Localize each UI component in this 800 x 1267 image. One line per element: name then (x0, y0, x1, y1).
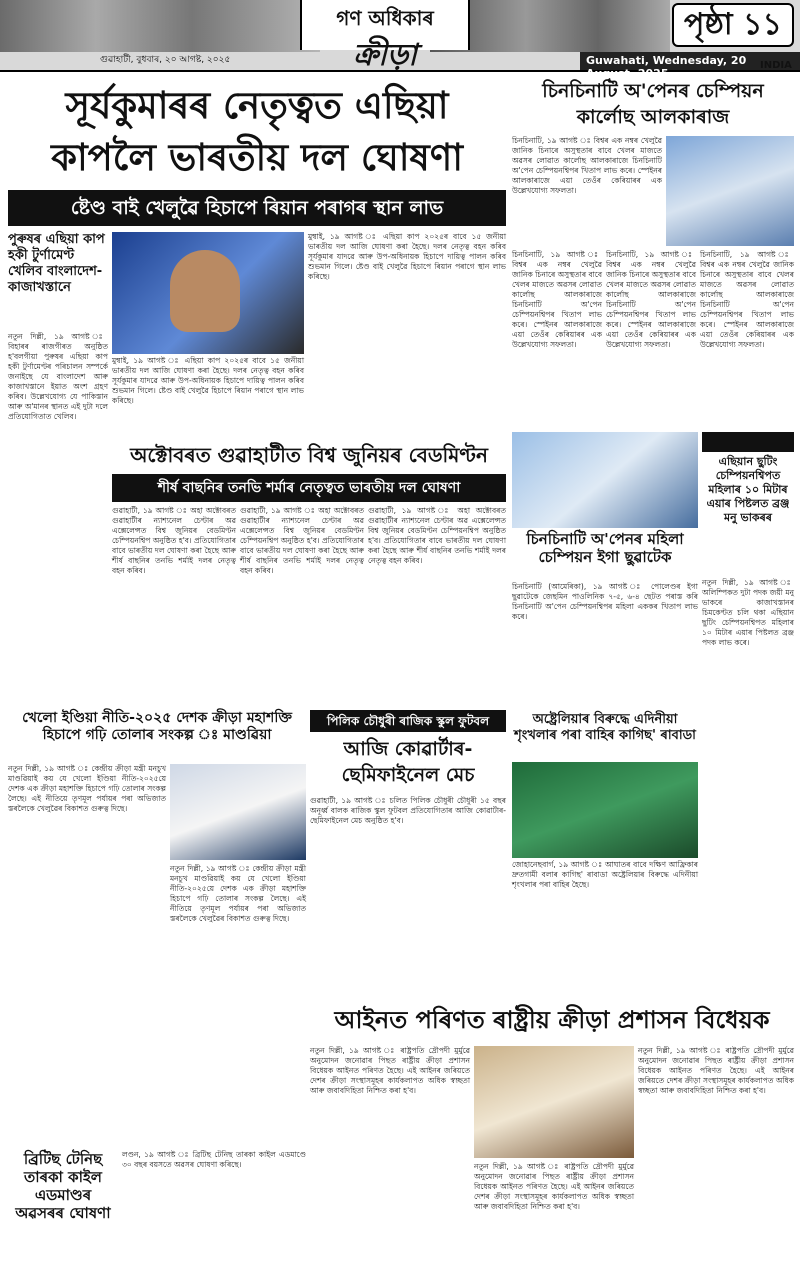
alcaraz-body: চিনচিনাটি, ১৯ আগষ্ট ঃ বিশ্বৰ এক নম্বৰ খেলুৱৈ জানিক চিনাৰে অসুস্থতাৰ বাবে খেলৰ মাজতে অৱসৰ লোৱাত কাৰ্লোছ আলকাৰাজে চিনচিনাটি অ'পেন চেম্পিয়নশ্বিপৰ খিতাপ লাভ কৰে। স্পেইনৰ আলকাৰাজে এয়া তেওঁৰ কেৰিয়াৰৰ এক উল্লেখযোগ্য সফলতা। (512, 136, 662, 195)
alcaraz-photo (666, 136, 794, 246)
alcaraz-headline: চিনচিনাটি অ'পেনৰ চেম্পিয়ন কাৰ্লোছ আলকাৰাজ (542, 80, 764, 128)
governance-headline: আইনত পৰিণত ৰাষ্ট্ৰীয় ক্ৰীড়া প্ৰশাসন বিধেয়ক (334, 1006, 770, 1034)
rabada-headline: অষ্ট্ৰেলিয়াৰ বিৰুদ্ধে এদিনীয়া শৃংখলাৰ পৰা বাহিৰ কাগিছ' ৰাবাডা (514, 712, 696, 743)
tennis-body: লণ্ডন, ১৯ আগষ্ট ঃ ব্ৰিটিছ টেনিছ তাৰকা কাইল এডমাণ্ডে ৩০ বছৰ বয়সতে অৱসৰ ঘোষণা কৰিছে। (122, 1150, 306, 1169)
masthead-photo-strip-left (0, 0, 320, 52)
policy-photo (170, 764, 306, 860)
badminton-body: গুৱাহাটী, ১৯ আগষ্ট ঃ অহা অক্টোবৰত গুৱাহাটীৰ ন্যাশ্যনেল চেণ্টাৰ অৱ এক্সেলেন্সত বিশ্ব জুনিয়ৰ বেডমিণ্টন চেম্পিয়নশ্বিপ অনুষ্ঠিত হ'ব। প্ৰতিযোগিতাৰ বাবে ভাৰতীয় দল ঘোষণা কৰা হৈছে আৰু শীৰ্ষ বাছনিৰ তনভি শৰ্মাই দলৰ নেতৃত্ব বহন কৰিব। (112, 506, 236, 575)
tennis-headline: ব্ৰিটিছ টেনিছ তাৰকা কাইল এডমাণ্ডৰ অৱসৰৰ ঘোষণা (15, 1150, 111, 1222)
rabada-body: জোহানেছবাৰ্গ, ১৯ আগষ্ট ঃ আঘাতৰ বাবে দক্ষিণ আফ্ৰিকাৰ দ্ৰুতগামী বলাৰ কাগিছ' ৰাবাডা অষ্ট্ৰেলিয়াৰ বিৰুদ্ধে এদিনীয়া শৃংখলাৰ পৰা বাহিৰ হৈছে। (512, 860, 698, 889)
football-body: গুৱাহাটী, ১৯ আগষ্ট ঃ চলিত পিলিক চৌধুৰী চৌধুৰী ১৫ বছৰ অনূৰ্ধ্ব বালক ৰাজিক স্কুল ফুটবল প্ৰতিযোগিতাৰ আজি কোৱাৰ্টাৰ-ছেমিফাইনেল মেচ অনুষ্ঠিত হ'ব। (310, 796, 506, 825)
page-number: পৃষ্ঠা ১১ (672, 3, 794, 47)
football-kicker: পিলিক চৌধুৰী ৰাজিক স্কুল ফুটবল (310, 710, 506, 732)
badminton-band: শীৰ্ষ বাছনিৰ তনভি শৰ্মাৰ নেতৃত্বত ভাৰতীয় দল ঘোষণা (112, 474, 506, 502)
governance-body-2: নতুন দিল্লী, ১৯ আগষ্ট ঃ ৰাষ্ট্ৰপতি দ্ৰৌপদী মুৰ্মুৱে অনুমোদন জনোৱাৰ পিছত ৰাষ্ট্ৰীয় ক্ৰীড়া প্ৰশাসন বিধেয়ক আইনত পৰিণত হৈছে। এই আইনৰ জৰিয়তে দেশৰ ক্ৰীড়া সংস্থাসমূহৰ কাৰ্যকলাপত অধিক স্বচ্ছতা আৰু জবাবদিহিতা নিশ্চিত কৰা হ'ব। (474, 1162, 634, 1211)
lead-body-cont: মুম্বাই, ১৯ আগষ্ট ঃ এছিয়া কাপ ২০২৫ৰ বাবে ১৫ জনীয়া ভাৰতীয় দল আজি ঘোষণা কৰা হৈছে। দলৰ নেতৃত্ব বহন কৰিব সূৰ্যকুমাৰ যাদৱে আৰু উপ-অধিনায়ক হিচাপে দায়িত্ব পালন কৰিব শুভমান গিলে। ষ্টেণ্ড বাই খেলুৱৈ হিচাপে ৰিয়ান পৰাগে স্থান লাভ কৰিছে। (308, 232, 506, 281)
rabada-photo (512, 762, 698, 858)
newspaper-brand (300, 0, 470, 73)
alcaraz-body-2: চিনচিনাটি, ১৯ আগষ্ট ঃ বিশ্বৰ এক নম্বৰ খেলুৱৈ জানিক চিনাৰে অসুস্থতাৰ বাবে খেলৰ মাজতে অৱসৰ লোৱাত কাৰ্লোছ আলকাৰাজে চিনচিনাটি অ'পেন চেম্পিয়নশ্বিপৰ খিতাপ লাভ কৰে। স্পেইনৰ আলকাৰাজে এয়া তেওঁৰ কেৰিয়াৰৰ এক উল্লেখযোগ্য সফলতা। (512, 250, 602, 349)
brand-top: গণ অধিকাৰ (336, 6, 434, 30)
date-assamese: গুৱাহাটী, বুধবাৰ, ২০ আগষ্ট, ২০২৫ (100, 55, 231, 65)
bhaker-body: নতুন দিল্লী, ১৯ আগষ্ট ঃ অলিম্পিকত দুটা পদক জয়ী মনু ভাকৰে কাজাখস্তানৰ চিমকেণ্টত চলি থকা এছিয়ান ছুটিং চেম্পিয়নশ্বিপত মহিলাৰ ১০ মিটাৰ এয়াৰ পিষ্টলত ব্ৰঞ্জ পদক লাভ কৰে। (702, 578, 794, 647)
badminton-headline: অক্টোবৰত গুৱাহাটীত বিশ্ব জুনিয়ৰ বেডমিণ্টন (130, 443, 488, 467)
bhaker-headline: এছিয়ান ছুটিং চেম্পিয়নশ্বিপত মহিলাৰ ১০ মিটাৰ এয়াৰ পিষ্টলত ব্ৰঞ্জ মনু ভাকৰৰ (706, 455, 790, 524)
bhaker-rule (702, 432, 794, 452)
badminton-body-2: গুৱাহাটী, ১৯ আগষ্ট ঃ অহা অক্টোবৰত গুৱাহাটীৰ ন্যাশ্যনেল চেণ্টাৰ অৱ এক্সেলেন্সত বিশ্ব জুনিয়ৰ বেডমিণ্টন চেম্পিয়নশ্বিপ অনুষ্ঠিত হ'ব। প্ৰতিযোগিতাৰ বাবে ভাৰতীয় দল ঘোষণা কৰা হৈছে আৰু শীৰ্ষ বাছনিৰ তনভি শৰ্মাই দলৰ নেতৃত্ব বহন কৰিব। (240, 506, 364, 575)
brand-main: ক্ৰীড়া (353, 38, 417, 73)
alcaraz-body-4: চিনচিনাটি, ১৯ আগষ্ট ঃ বিশ্বৰ এক নম্বৰ খেলুৱৈ জানিক চিনাৰে অসুস্থতাৰ বাবে খেলৰ মাজতে অৱসৰ লোৱাত কাৰ্লোছ আলকাৰাজে চিনচিনাটি অ'পেন চেম্পিয়নশ্বিপৰ খিতাপ লাভ কৰে। স্পেইনৰ আলকাৰাজে এয়া তেওঁৰ কেৰিয়াৰৰ এক উল্লেখযোগ্য সফলতা। (700, 250, 794, 349)
badminton-body-3: গুৱাহাটী, ১৯ আগষ্ট ঃ অহা অক্টোবৰত গুৱাহাটীৰ ন্যাশ্যনেল চেণ্টাৰ অৱ এক্সেলেন্সত বিশ্ব জুনিয়ৰ বেডমিণ্টন চেম্পিয়নশ্বিপ অনুষ্ঠিত হ'ব। প্ৰতিযোগিতাৰ বাবে ভাৰতীয় দল ঘোষণা কৰা হৈছে আৰু শীৰ্ষ বাছনিৰ তনভি শৰ্মাই দলৰ নেতৃত্ব বহন কৰিব। (368, 506, 506, 565)
india-label: INDIA (760, 60, 792, 71)
alcaraz-body-3: চিনচিনাটি, ১৯ আগষ্ট ঃ বিশ্বৰ এক নম্বৰ খেলুৱৈ জানিক চিনাৰে অসুস্থতাৰ বাবে খেলৰ মাজতে অৱসৰ লোৱাত কাৰ্লোছ আলকাৰাজে চিনচিনাটি অ'পেন চেম্পিয়নশ্বিপৰ খিতাপ লাভ কৰে। স্পেইনৰ আলকাৰাজে এয়া তেওঁৰ কেৰিয়াৰৰ এক উল্লেখযোগ্য সফলতা। (606, 250, 696, 349)
lead-band: ষ্টেণ্ড বাই খেলুৱৈ হিচাপে ৰিয়ান পৰাগৰ স্থান লাভ (8, 190, 506, 226)
lead-photo (112, 232, 304, 354)
left-col-body: নতুন দিল্লী, ১৯ আগষ্ট ঃ বিহাৰৰ ৰাজগীৰত অনুষ্ঠিত হ'বলগীয়া পুৰুষৰ এছিয়া কাপ হকী টুৰ্ণামেণ্টৰ পৰিচালন সম্পৰ্কে জনাইছে যে বাংলাদেশ আৰু কাজাখস্তানে ইয়াত অংশ গ্ৰহণ কৰিব। উল্লেখযোগ্য যে পাকিস্তান আৰু অ'মানৰ স্থানত এই দুটা দলে প্ৰতিযোগিতাত খেলিব। (8, 332, 108, 421)
policy-headline: খেলো ইণ্ডিয়া নীতি-২০২৫ দেশক ক্ৰীড়া মহাশক্তি হিচাপে গঢ়ি তোলাৰ সংকল্প ঃ মাণ্ডৱিয়া (22, 710, 292, 743)
policy-body: নতুন দিল্লী, ১৯ আগষ্ট ঃ কেন্দ্ৰীয় ক্ৰীড়া মন্ত্ৰী মনচুখ মাণ্ডৱিয়াই কয় যে খেলো ইণ্ডিয়া নীতি-২০২৫য়ে দেশক এক ক্ৰীড়া মহাশক্তি হিচাপে গঢ়ি তোলাৰ সংকল্প লৈছে। এই নীতিয়ে তৃণমূল পৰ্যায়ৰ পৰা অভিজাত স্তৰলৈকে খেলুৱৈৰ বিকাশত গুৰুত্ব দিছে। (8, 764, 166, 813)
swiatek-headline: চিনচিনাটি অ'পেনৰ মহিলা চেম্পিয়ন ইগা ছুৱাটেক (526, 530, 684, 566)
left-col-title: পুৰুষৰ এছিয়া কাপ হকী টুৰ্ণামেণ্ট খেলিব বাংলাদেশ-কাজাখস্তানে (8, 232, 105, 295)
lead-body: মুম্বাই, ১৯ আগষ্ট ঃ এছিয়া কাপ ২০২৫ৰ বাবে ১৫ জনীয়া ভাৰতীয় দল আজি ঘোষণা কৰা হৈছে। দলৰ নেতৃত্ব বহন কৰিব সূৰ্যকুমাৰ যাদৱে আৰু উপ-অধিনায়ক হিচাপে দায়িত্ব পালন কৰিব শুভমান গিলে। ষ্টেণ্ড বাই খেলুৱৈ হিচাপে ৰিয়ান পৰাগে স্থান লাভ কৰিছে। (112, 356, 304, 405)
policy-body-2: নতুন দিল্লী, ১৯ আগষ্ট ঃ কেন্দ্ৰীয় ক্ৰীড়া মন্ত্ৰী মনচুখ মাণ্ডৱিয়াই কয় যে খেলো ইণ্ডিয়া নীতি-২০২৫য়ে দেশক এক ক্ৰীড়া মহাশক্তি হিচাপে গঢ়ি তোলাৰ সংকল্প লৈছে। এই নীতিয়ে তৃণমূল পৰ্যায়ৰ পৰা অভিজাত স্তৰলৈকে খেলুৱৈৰ বিকাশত গুৰুত্ব দিছে। (170, 864, 306, 923)
governance-photo (474, 1046, 634, 1158)
governance-body-3: নতুন দিল্লী, ১৯ আগষ্ট ঃ ৰাষ্ট্ৰপতি দ্ৰৌপদী মুৰ্মুৱে অনুমোদন জনোৱাৰ পিছত ৰাষ্ট্ৰীয় ক্ৰীড়া প্ৰশাসন বিধেয়ক আইনত পৰিণত হৈছে। এই আইনৰ জৰিয়তে দেশৰ ক্ৰীড়া সংস্থাসমূহৰ কাৰ্যকলাপত অধিক স্বচ্ছতা আৰু জবাবদিহিতা নিশ্চিত কৰা হ'ব। (638, 1046, 794, 1095)
date-english: Guwahati, Wednesday, 20 August, 2025 (580, 52, 800, 70)
football-headline: আজি কোৱাৰ্টাৰ-ছেমিফাইনেল মেচ (341, 738, 475, 786)
swiatek-body: চিনচিনাটি (আমেৰিকা), ১৯ আগষ্ট ঃ পোলেণ্ডৰ ইগা ছুৱাটেকে জেছমিন পাওলিনিক ৭-৫, ৬-৪ ছেটত পৰাস্ত কৰি চিনচিনাটি অ'পেন চেম্পিয়নশ্বিপৰ মহিলা এককৰ খিতাপ লাভ কৰে। (512, 582, 698, 621)
swiatek-photo (512, 432, 698, 528)
lead-headline: সূৰ্যকুমাৰৰ নেতৃত্বত এছিয়া কাপলৈ ভাৰতীয় দল ঘোষণা (51, 84, 463, 179)
masthead (0, 0, 800, 80)
governance-body: নতুন দিল্লী, ১৯ আগষ্ট ঃ ৰাষ্ট্ৰপতি দ্ৰৌপদী মুৰ্মুৱে অনুমোদন জনোৱাৰ পিছত ৰাষ্ট্ৰীয় ক্ৰীড়া প্ৰশাসন বিধেয়ক আইনত পৰিণত হৈছে। এই আইনৰ জৰিয়তে দেশৰ ক্ৰীড়া সংস্থাসমূহৰ কাৰ্যকলাপত অধিক স্বচ্ছতা আৰু জবাবদিহিতা নিশ্চিত কৰা হ'ব। (310, 1046, 470, 1095)
